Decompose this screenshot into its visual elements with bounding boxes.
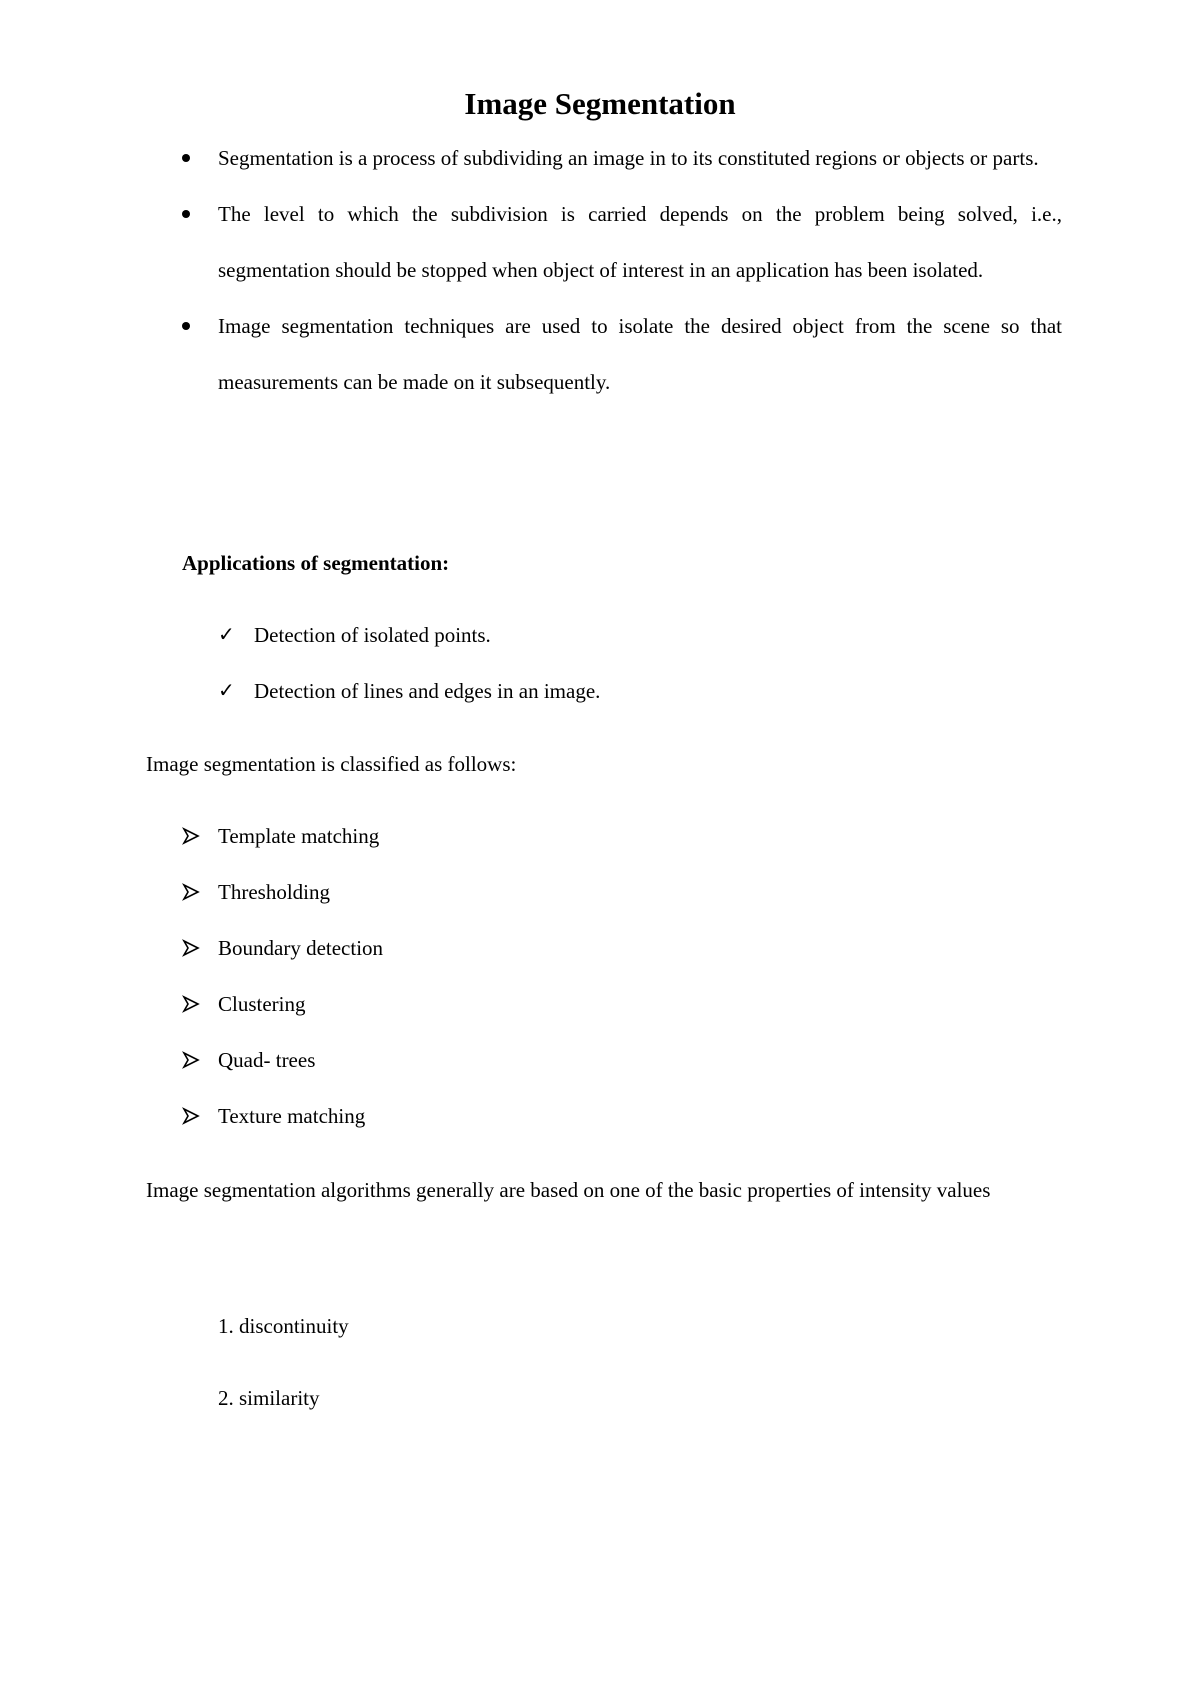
bullet-text: The level to which the subdivision is carried depends on the problem being solved, i.e., segmentation should be stopped when object of interest in an application has been isolated.: [218, 202, 1062, 282]
classification-text: Clustering: [218, 992, 306, 1016]
bullet-item: [182, 186, 1062, 298]
property-item: 2. similarity: [218, 1386, 320, 1410]
application-text: Detection of isolated points.: [254, 623, 491, 647]
page-title: Image Segmentation: [464, 86, 736, 121]
application-text: Detection of lines and edges in an image.: [254, 679, 601, 703]
arrowhead-icon: [182, 883, 200, 901]
algorithms-intro: Image segmentation algorithms generally are based on one of the basic properties of intensity values: [146, 1178, 991, 1202]
bullet-item: [182, 298, 1062, 410]
bullet-dot-icon: [182, 322, 190, 330]
application-item: [218, 663, 600, 719]
arrowhead-icon: [182, 939, 200, 957]
classification-text: Quad- trees: [218, 1048, 316, 1072]
application-item: [218, 607, 600, 663]
applications-heading: Applications of segmentation:: [182, 551, 450, 575]
property-item: 1. discontinuity: [218, 1314, 349, 1338]
arrowhead-icon: [182, 1107, 200, 1125]
arrowhead-icon: [182, 995, 200, 1013]
bullet-dot-icon: [182, 154, 190, 162]
classification-text: Thresholding: [218, 880, 330, 904]
arrowhead-icon: [182, 1051, 200, 1069]
classification-item: [182, 864, 383, 920]
arrowhead-icon: [182, 827, 200, 845]
applications-list: [218, 607, 600, 719]
classification-item: [182, 808, 383, 864]
checkmark-icon: ✓: [218, 680, 235, 702]
classification-item: [182, 976, 383, 1032]
properties-list: [218, 1290, 349, 1434]
classification-intro: Image segmentation is classified as follows:: [146, 752, 517, 776]
intro-bullet-list: [182, 130, 1062, 410]
checkmark-icon: ✓: [218, 624, 235, 646]
bullet-text: Segmentation is a process of subdividing an image in to its constituted regions or objects or parts.: [218, 146, 1039, 170]
classification-list: [182, 808, 383, 1144]
bullet-item: [182, 130, 1062, 186]
classification-item: [182, 920, 383, 976]
bullet-dot-icon: [182, 210, 190, 218]
classification-text: Template matching: [218, 824, 380, 848]
classification-item: [182, 1088, 383, 1144]
classification-item: [182, 1032, 383, 1088]
classification-text: Texture matching: [218, 1104, 366, 1128]
bullet-text: Image segmentation techniques are used to isolate the desired object from the scene so that measurements can be made on it subsequently.: [218, 314, 1062, 394]
classification-text: Boundary detection: [218, 936, 384, 960]
